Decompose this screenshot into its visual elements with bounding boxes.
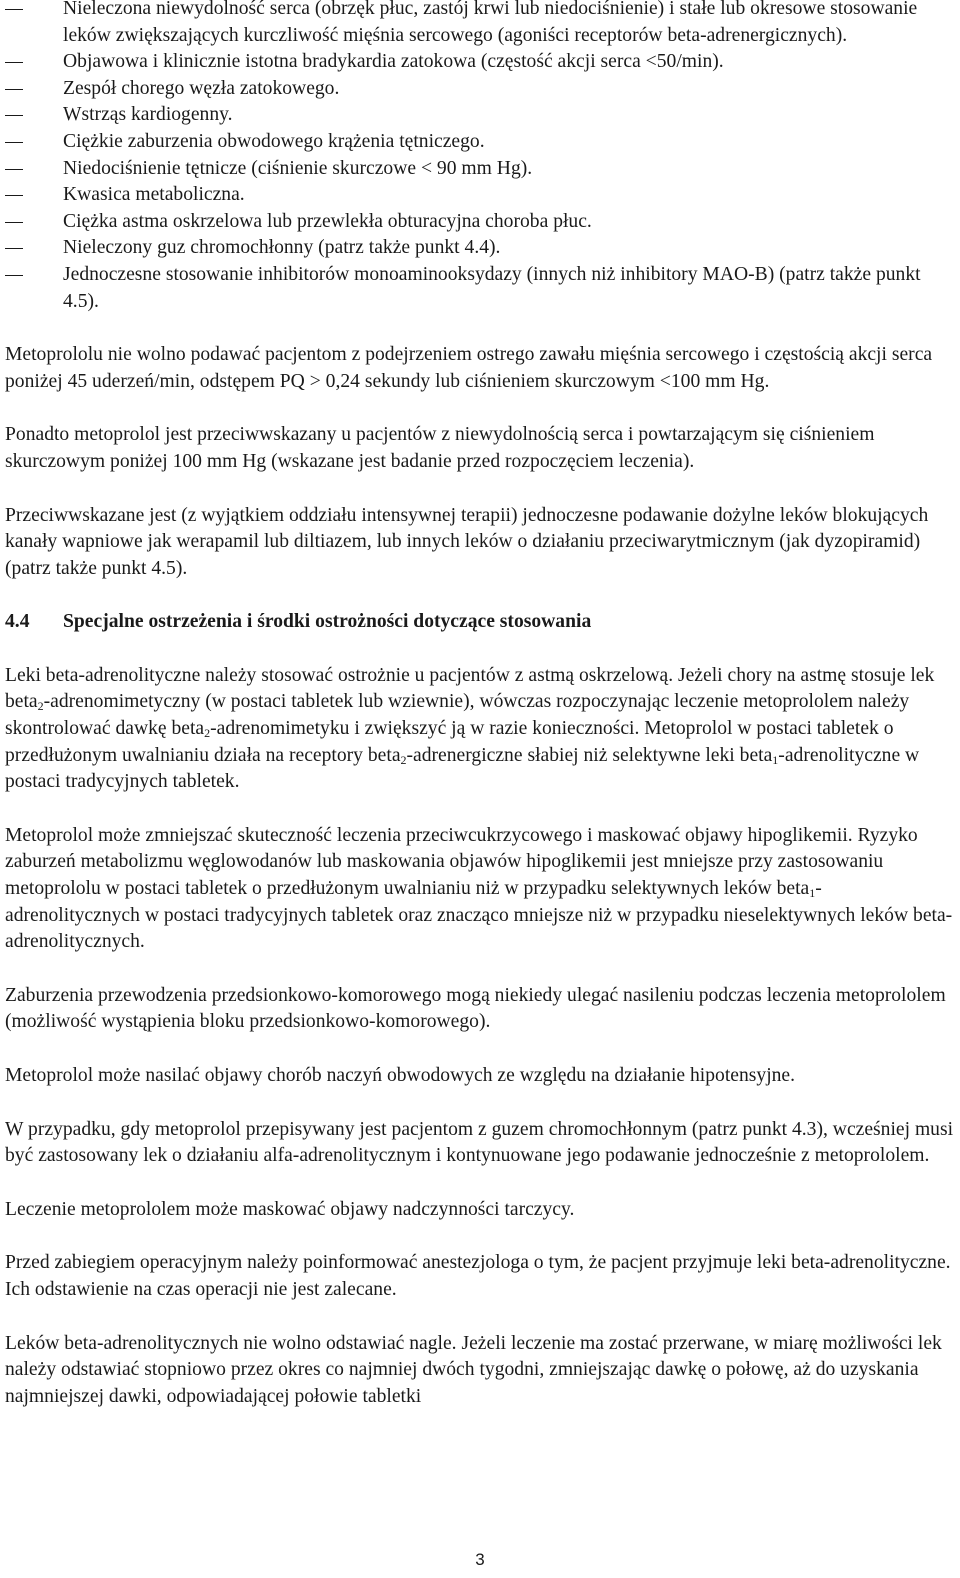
dash-bullet-icon xyxy=(5,9,23,10)
list-item-text: Wstrząs kardiogenny. xyxy=(63,104,233,126)
dash-bullet-icon xyxy=(5,89,23,90)
list-item-text: Nieleczona niewydolność serca (obrzęk płuc, zastój krwi lub niedociśnienie) i stałe lub okresowe stosowanie leków zwiększających kurczliwość mięśnia sercowego (agoniści receptorów beta-adrenergicznych). xyxy=(63,0,918,46)
list-item xyxy=(5,209,955,236)
dash-bullet-icon xyxy=(5,248,23,249)
paragraph-heart-failure: Ponadto metoprolol jest przeciwwskazany u pacjentów z niewydolnością serca i powtarzającym się ciśnieniem skurczowym poniżej 100 mm Hg (wskazane jest badanie przed rozpoczęciem leczenia). xyxy=(5,424,875,472)
document-page xyxy=(5,0,955,1410)
text-run: Leki beta-adrenolityczne należy stosować ostrożnie u pacjentów z astmą oskrzelową. Jeżeli chory na astmę stosuje lek beta xyxy=(5,664,935,713)
paragraph-withdrawal: Leków beta-adrenolitycznych nie wolno odstawiać nagle. Jeżeli leczenie ma zostać przerwane, w miarę możliwości lek należy odstawiać stopniowo przez okres co najmniej dwóch tygodni, zmniejszając dawkę o połowę, aż do uzyskania najmniejszej dawki, odpowiadającej połowie tabletki xyxy=(5,1332,942,1407)
list-item-text: Niedociśnienie tętnicze (ciśnienie skurczowe < 90 mm Hg). xyxy=(63,157,533,179)
subscript: 2 xyxy=(400,752,407,767)
paragraph-pheochromocytoma: W przypadku, gdy metoprolol przepisywany jest pacjentom z guzem chromochłonnym (patrz punkt 4.3), wcześniej musi być zastosowany lek o działaniu alfa-adrenolitycznym i kontynuowane jego podawanie jednocześnie z metoprololem. xyxy=(5,1118,954,1167)
page-number: 3 xyxy=(475,1550,485,1569)
dash-bullet-icon xyxy=(5,222,23,223)
list-item-text: Kwasica metaboliczna. xyxy=(63,184,245,206)
text-run: -adrenomimetyku i zwiększyć ją w razie konieczności. Metoprolol w postaci tabletek o przedłużonym uwalnianiu działa na receptory beta xyxy=(5,718,894,766)
section-title: Specjalne ostrzeżenia i środki ostrożności dotyczące stosowania xyxy=(63,611,592,633)
dash-bullet-icon xyxy=(5,169,23,170)
text-run: -adrenolityczne w postaci tradycyjnych tabletek. xyxy=(5,744,920,793)
paragraph-peripheral-vessels: Metoprolol może nasilać objawy chorób naczyń obwodowych ze względu na działanie hipotensyjne. xyxy=(5,1065,796,1086)
paragraph-thyroid: Leczenie metoprololem może maskować objawy nadczynności tarczycy. xyxy=(5,1198,575,1220)
list-item xyxy=(5,262,955,315)
list-item-text: Ciężka astma oskrzelowa lub przewlekła obturacyjna choroba płuc. xyxy=(63,210,592,232)
text-run: -adrenergiczne słabiej niż selektywne leki beta xyxy=(406,744,773,766)
list-item xyxy=(5,76,955,103)
list-item-text: Jednoczesne stosowanie inhibitorów monoaminooksydazy (innych niż inhibitory MAO-B) (patrz także punkt 4.5). xyxy=(63,263,921,312)
paragraph-surgery: Przed zabiegiem operacyjnym należy poinformować anestezjologa o tym, że pacjent przyjmuje leki beta-adrenolityczne. Ich odstawienie na czas operacji nie jest zalecane. xyxy=(5,1252,951,1300)
dash-bullet-icon xyxy=(5,195,23,196)
list-item-text: Nieleczony guz chromochłonny (patrz także punkt 4.4). xyxy=(63,237,501,259)
list-item-text: Objawowa i klinicznie istotna bradykardia zatokowa (częstość akcji serca <50/min). xyxy=(63,51,724,73)
paragraph-acute-infarction: Metoprololu nie wolno podawać pacjentom z podejrzeniem ostrego zawału mięśnia sercowego i częstością akcji serca poniżej 45 uderzeń/min, odstępem PQ > 0,24 sekundy lub ciśnieniem skurczowym <100 mm Hg. xyxy=(5,344,933,392)
dash-bullet-icon xyxy=(5,115,23,116)
text-run: -adrenomimetyczny (w postaci tabletek lub wziewnie), wówczas rozpoczynając leczenie metoprololem należy skontrolować dawkę beta xyxy=(5,691,910,740)
list-item xyxy=(5,156,955,183)
paragraph-av-conduction: Zaburzenia przewodzenia przedsionkowo-komorowego mogą niekiedy ulegać nasileniu podczas leczenia metoprololem (możliwość wystąpienia bloku przedsionkowo-komorowego). xyxy=(5,984,946,1033)
list-item-text: Ciężkie zaburzenia obwodowego krążenia tętniczego. xyxy=(63,130,485,152)
list-item xyxy=(5,0,955,49)
list-item-text: Zespół chorego węzła zatokowego. xyxy=(63,77,340,99)
subscript: 2 xyxy=(37,699,44,714)
text-run: -adrenolitycznych w postaci tradycyjnych tabletek oraz znacząco mniejsze niż w przypadku nieselektywnych leków beta-adrenolitycznych. xyxy=(5,878,953,953)
list-item xyxy=(5,49,955,76)
text-run: Metoprolol może zmniejszać skuteczność leczenia przeciwcukrzycowego i maskować objawy hipoglikemii. Ryzyko zaburzeń metabolizmu węglowodanów lub maskowania objawów hipoglikemii jest mniejsze przy zastosowaniu metoprololu w postaci tabletek o przedłużonym uwalnianiu niż w przypadku selektywnych leków beta xyxy=(5,824,918,900)
dash-bullet-icon xyxy=(5,142,23,143)
list-item xyxy=(5,129,955,156)
section-heading xyxy=(5,609,955,636)
list-item xyxy=(5,102,955,129)
paragraph-asthma xyxy=(5,663,955,796)
subscript: 1 xyxy=(809,886,816,901)
section-number: 4.4 xyxy=(5,611,30,633)
subscript: 1 xyxy=(772,752,779,767)
paragraph-diabetes xyxy=(5,823,955,956)
list-item xyxy=(5,235,955,262)
dash-bullet-icon xyxy=(5,62,23,63)
subscript: 2 xyxy=(204,726,211,741)
contraindications-list xyxy=(5,0,955,315)
dash-bullet-icon xyxy=(5,275,23,276)
list-item xyxy=(5,182,955,209)
paragraph-calcium-channel: Przeciwwskazane jest (z wyjątkiem oddziału intensywnej terapii) jednoczesne podawanie dożylne leków blokujących kanały wapniowe jak werapamil lub diltiazem, lub innych leków o działaniu przeciwarytmicznym (jak dyzopiramid) (patrz także punkt 4.5). xyxy=(5,504,929,579)
